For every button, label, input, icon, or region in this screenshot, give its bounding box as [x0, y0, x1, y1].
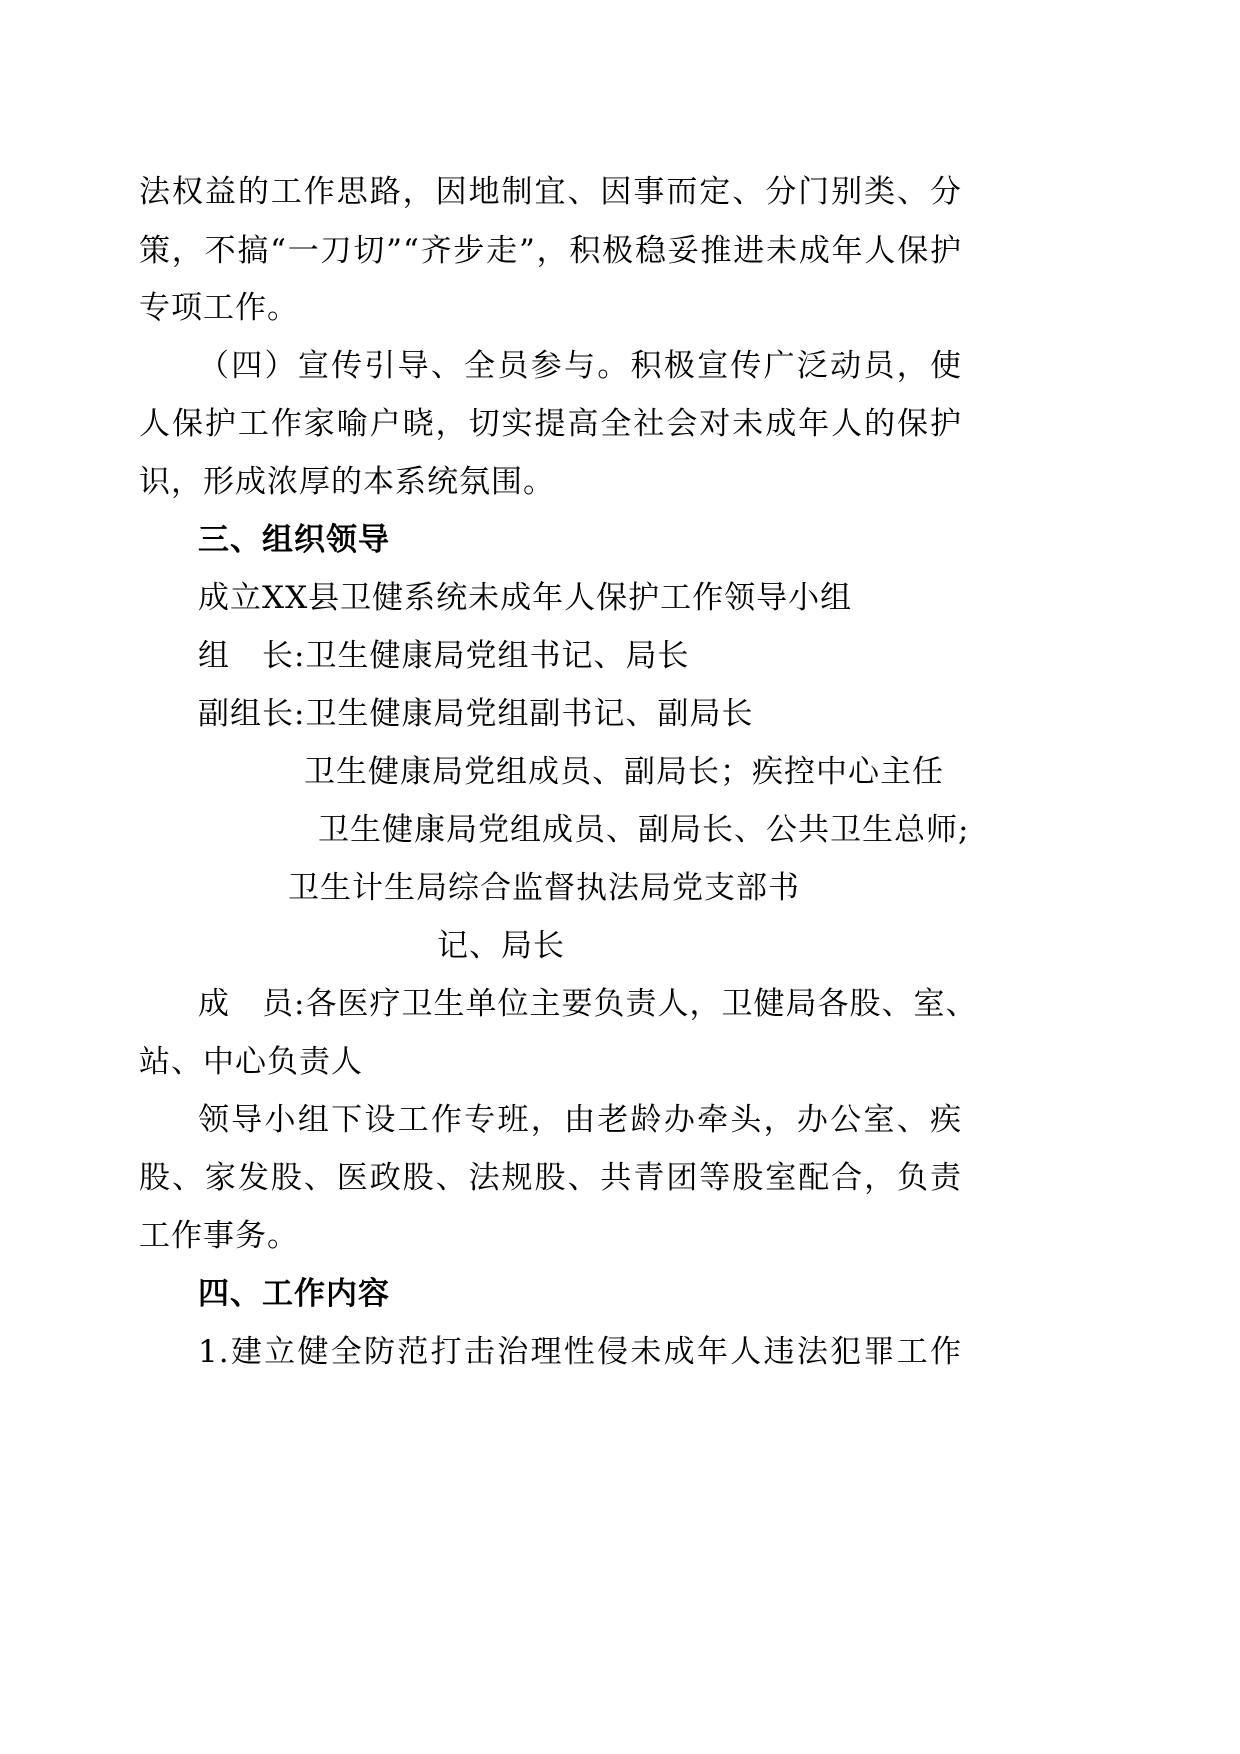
- deputy-value: 记、局长: [437, 928, 565, 964]
- principle-4-line: 人保护工作家喻户晓，切实提高全社会对未成年人的保护: [139, 406, 962, 442]
- deputy-value: 卫生健康局党组副书记、副局长: [305, 696, 754, 732]
- deputy-value: 卫生计生局综合监督执法局党支部书: [288, 870, 800, 906]
- leader-row: [198, 636, 689, 676]
- members-label: 成 员:: [198, 986, 306, 1022]
- section-3-heading: 三、组织领导: [198, 522, 390, 558]
- paragraph-line: 专项工作。: [139, 290, 299, 326]
- members-value: 站、中心负责人: [139, 1044, 363, 1080]
- group-intro: 成立XX县卫健系统未成年人保护工作领导小组: [198, 580, 853, 616]
- principle-4-line: （四）宣传引导、全员参与。积极宣传广泛动员，使: [198, 348, 962, 384]
- deputy-row: [198, 694, 753, 734]
- leader-label: 组 长:: [198, 638, 306, 674]
- leader-value: 卫生健康局党组书记、局长: [305, 638, 690, 674]
- paragraph-line: 策，不搞“一刀切”“齐步走”，积极稳妥推进未成年人保护: [139, 233, 962, 269]
- deputy-value: 卫生健康局党组成员、副局长；疾控中心主任: [304, 754, 944, 790]
- section-4-heading: 四、工作内容: [198, 1276, 390, 1312]
- office-line: 领导小组下设工作专班，由老龄办牵头，办公室、疾: [198, 1102, 962, 1138]
- office-line: 股、家发股、医政股、法规股、共青团等股室配合，负责: [139, 1160, 962, 1196]
- deputy-value: 卫生健康局党组成员、副局长、公共卫生总师;: [318, 812, 970, 848]
- deputy-label: 副组长:: [198, 696, 306, 732]
- members-value: 各医疗卫生单位主要负责人，卫健局各股、室、: [305, 986, 978, 1022]
- work-item-1: 1.建立健全防范打击治理性侵未成年人违法犯罪工作: [198, 1334, 962, 1370]
- members-row: [198, 984, 977, 1024]
- paragraph-line: 法权益的工作思路，因地制宜、因事而定、分门别类、分: [139, 174, 962, 210]
- principle-4-line: 识，形成浓厚的本系统氛围。: [139, 464, 555, 500]
- office-line: 工作事务。: [139, 1218, 299, 1254]
